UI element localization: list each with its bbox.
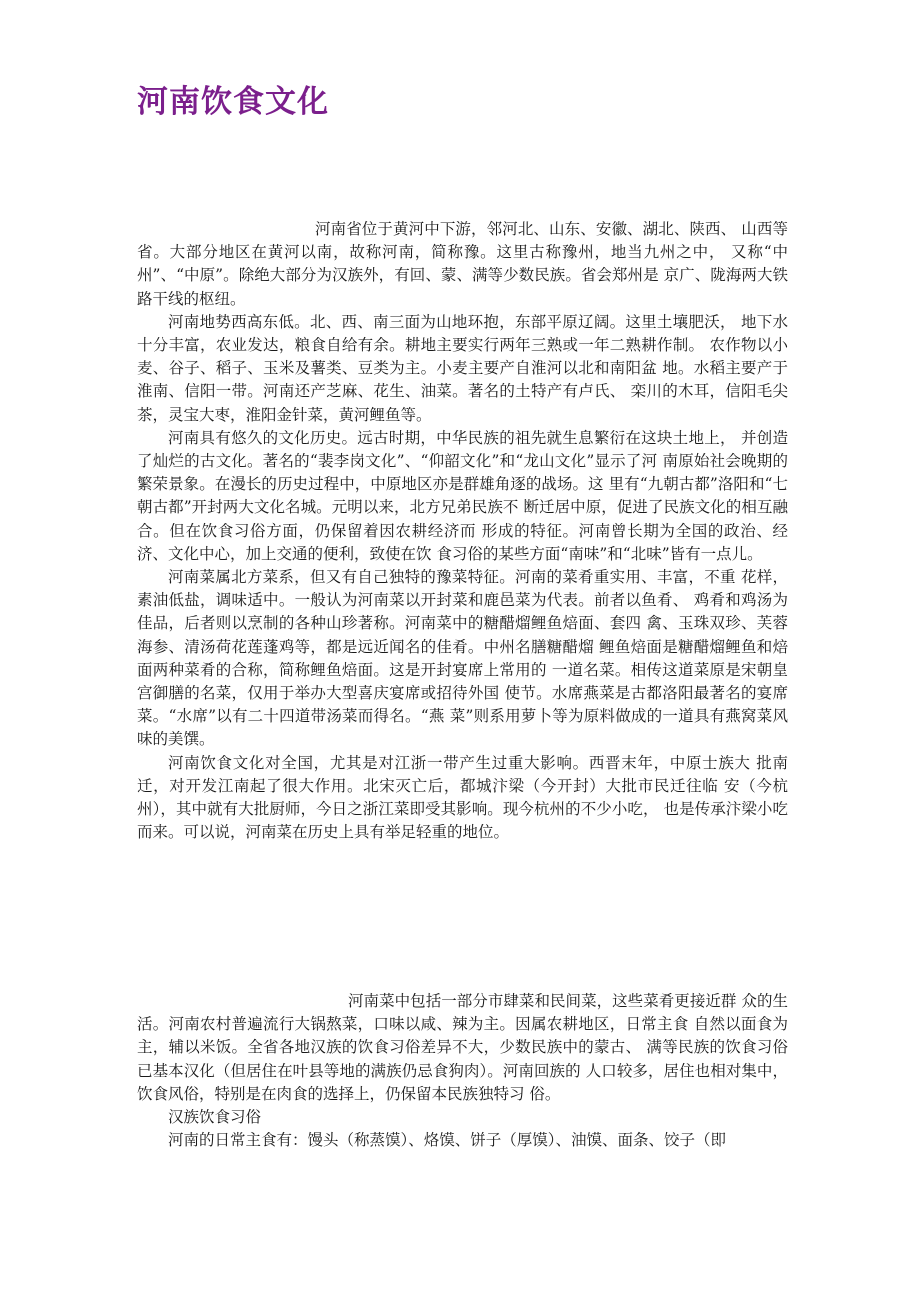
paragraph-terrain-agriculture: 河南地势西高东低。北、西、南三面为山地环抱，东部平原辽阔。这里土壤肥沃， 地下水十分丰富，农业发达，粮食自给有余。耕地主要实行两年三熟或一年二熟耕作制。 农作物以小麦、谷子、稻子、玉米及薯类、豆类为主。小麦主要产自淮河以北和南阳盆 地。水稻主要产于淮南、信阳一带。河南还产芝麻、花生、油菜。著名的土特产有卢氏、 栾川的木耳，信阳毛尖茶，灵宝大枣，淮阳金针菜，黄河鲤鱼等。	[137, 312, 788, 424]
document-title: 河南饮食文化	[137, 84, 329, 120]
section-one	[137, 218, 788, 844]
paragraph-geography-intro: 河南省位于黄河中下游，邻河北、山东、安徽、湖北、陕西、 山西等省。大部分地区在黄河以南，故称河南，简称豫。这里古称豫州，地当九州之中， 又称“中州”、“中原”。除绝大部分为汉族外，有回、蒙、满等少数民族。省会郑州是 京广、陇海两大铁路干线的枢纽。	[137, 220, 788, 308]
paragraph-folk-dishes: 河南菜中包括一部分市肆菜和民间菜，这些菜肴更接近群 众的生活。河南农村普遍流行大锅熬菜，口味以咸、辣为主。因属农耕地区，日常主食 自然以面食为主，辅以米饭。全省各地汉族的饮食习俗差异不大，少数民族中的蒙古、 满等民族的饮食习俗已基本汉化（但居住在叶县等地的满族仍忌食狗肉）。河南回族的 人口较多，居住也相对集中，饮食风俗，特别是在肉食的选择上，仍保留本民族独特习 俗。	[137, 992, 788, 1103]
subheading-han-customs: 汉族饮食习俗	[168, 1108, 262, 1127]
section-two	[137, 990, 788, 1152]
paragraph-cuisine-influence: 河南饮食文化对全国，尤其是对江浙一带产生过重大影响。西晋末年，中原士族大 批南迁，对开发江南起了很大作用。北宋灭亡后，都城汴梁（今开封）大批市民迁往临 安（今杭州），其中就有大批厨师，今日之浙江菜即受其影响。现今杭州的不少小吃， 也是传承汴梁小吃而来。可以说，河南菜在历史上具有举足轻重的地位。	[137, 753, 788, 842]
paragraph-staple-foods: 河南的日常主食有：馒头（称蒸馍）、烙馍、饼子（厚馍）、油馍、面条、饺子（即	[168, 1131, 727, 1150]
paragraph-cultural-history: 河南具有悠久的文化历史。远古时期，中华民族的祖先就生息繁衍在这块土地上， 并创造了灿烂的古文化。著名的“裴李岗文化”、“仰韶文化”和“龙山文化”显示了河 南原始社会晚期的繁荣景象。在漫长的历史过程中，中原地区亦是群雄角逐的战场。这 里有“九朝古都”洛阳和“七朝古都”开封两大文化名城。元明以来，北方兄弟民族不 断迁居中原，促进了民族文化的相互融合。但在饮食习俗方面，仍保留着因农耕经济而 形成的特征。河南曾长期为全国的政治、经济、文化中心，加上交通的便利，致使在饮 食习俗的某些方面“南味”和“北味”皆有一点儿。	[137, 428, 788, 563]
paragraph-henan-cuisine: 河南菜属北方菜系，但又有自己独特的豫菜特征。河南的菜肴重实用、丰富，不重 花样，素油低盐，调味适中。一般认为河南菜以开封菜和鹿邑菜为代表。前者以鱼肴、 鸡肴和鸡汤为佳品，后者则以烹制的各种山珍著称。河南菜中的糖醋熘鲤鱼焙面、套四 禽、玉珠双珍、芙蓉海参、清汤荷花莲蓬鸡等，都是远近闻名的佳肴。中州名膳糖醋熘 鲤鱼焙面是糖醋熘鲤鱼和焙面两种菜肴的合称，简称鲤鱼焙面。这是开封宴席上常用的 一道名菜。相传这道菜原是宋朝皇宫御膳的名菜，仅用于举办大型喜庆宴席或招待外国 使节。水席燕菜是古都洛阳最著名的宴席菜。“水席”以有二十四道带汤菜而得名。“燕 菜”则系用萝卜等为原料做成的一道具有燕窝菜风味的美馔。	[137, 568, 788, 749]
